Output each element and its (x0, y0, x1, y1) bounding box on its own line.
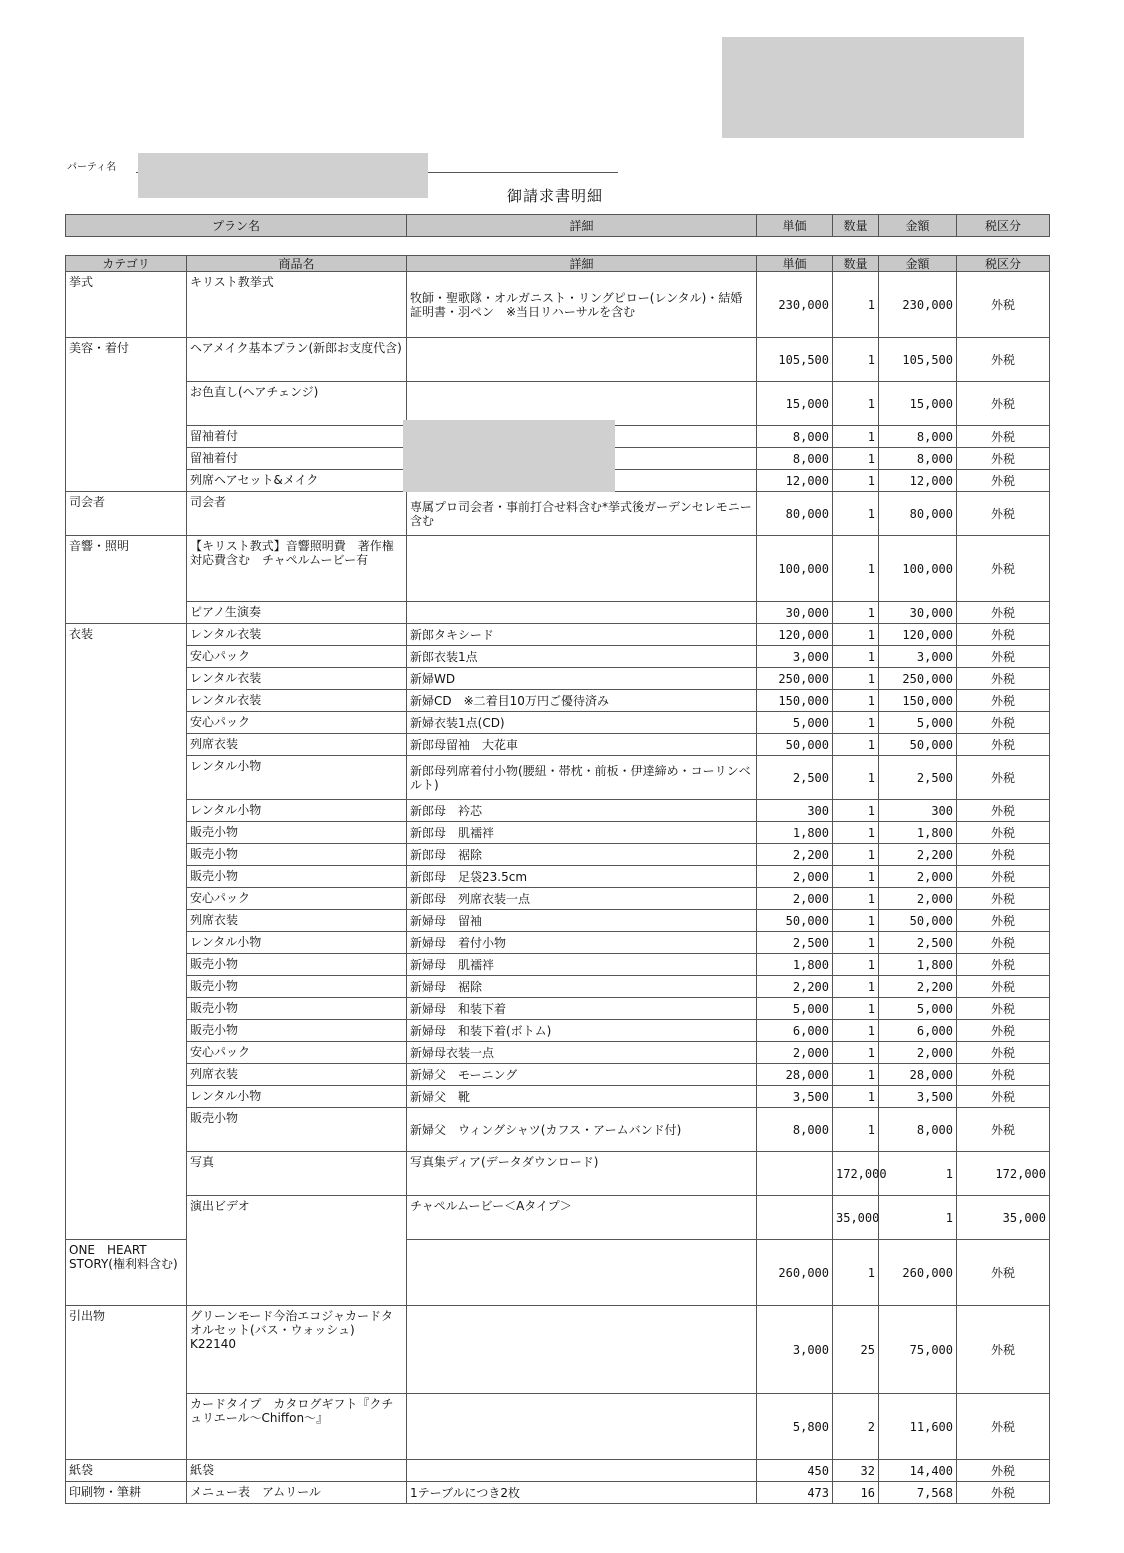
table-row (66, 976, 1050, 998)
amount-cell: 80,000 (879, 492, 957, 536)
items-col-header: 単価 (757, 256, 833, 272)
table-row (66, 1086, 1050, 1108)
tax-type-cell: 外税 (957, 602, 1050, 624)
amount-cell: 7,568 (879, 1482, 957, 1504)
table-row (66, 1394, 1050, 1460)
quantity-cell: 1 (833, 448, 879, 470)
product-name-cell: 列席衣装 (187, 1064, 407, 1086)
detail-cell: 新婦母衣装一点 (407, 1042, 757, 1064)
product-name-cell: レンタル小物 (187, 756, 407, 800)
detail-cell: 新郎タキシード (407, 624, 757, 646)
product-name-cell: 安心パック (187, 1042, 407, 1064)
detail-cell: 新郎母 裾除 (407, 844, 757, 866)
product-name-cell: レンタル衣装 (187, 690, 407, 712)
product-name-cell: ONE HEART STORY(権利料含む) (66, 1240, 187, 1306)
amount-cell: 6,000 (879, 1020, 957, 1042)
unit-price-cell: 3,500 (757, 1086, 833, 1108)
quantity-cell: 1 (833, 712, 879, 734)
tax-type-cell: 外税 (957, 690, 1050, 712)
tax-type-cell: 外税 (957, 1240, 1050, 1306)
quantity-cell: 1 (879, 1152, 957, 1196)
tax-type-cell: 外税 (957, 998, 1050, 1020)
amount-cell: 172,000 (957, 1152, 1050, 1196)
product-name-cell: 写真集ディア(データダウンロード) (407, 1152, 757, 1196)
amount-cell: 8,000 (879, 426, 957, 448)
unit-price-cell: 2,200 (757, 844, 833, 866)
quantity-cell: 1 (833, 1064, 879, 1086)
table-row (66, 756, 1050, 800)
table-row (66, 646, 1050, 668)
unit-price-cell: 3,000 (757, 646, 833, 668)
tax-type-cell: 外税 (957, 844, 1050, 866)
tax-type-cell: 外税 (957, 888, 1050, 910)
unit-price-cell: 100,000 (757, 536, 833, 602)
tax-type-cell: 外税 (957, 932, 1050, 954)
unit-price-cell: 80,000 (757, 492, 833, 536)
product-name-cell: 販売小物 (187, 1020, 407, 1042)
detail-cell (407, 1306, 757, 1394)
product-name-cell: レンタル小物 (187, 932, 407, 954)
unit-price-cell: 15,000 (757, 382, 833, 426)
quantity-cell: 1 (833, 690, 879, 712)
table-row (66, 800, 1050, 822)
tax-type-cell: 外税 (957, 1064, 1050, 1086)
tax-type-cell: 外税 (957, 492, 1050, 536)
amount-cell: 300 (879, 800, 957, 822)
category-cell: 美容・着付 (66, 338, 187, 492)
unit-price-cell: 2,000 (757, 866, 833, 888)
detail-cell (407, 1460, 757, 1482)
tax-type-cell: 外税 (957, 866, 1050, 888)
unit-price-cell: 1,800 (757, 822, 833, 844)
amount-cell: 3,500 (879, 1086, 957, 1108)
plan-col-header: 税区分 (957, 215, 1050, 237)
tax-type-cell: 外税 (957, 756, 1050, 800)
redacted-block-top-right (722, 37, 1024, 138)
tax-type-cell: 外税 (957, 646, 1050, 668)
detail-cell: 新婦母 留袖 (407, 910, 757, 932)
product-name-cell: 安心パック (187, 646, 407, 668)
items-col-header: 税区分 (957, 256, 1050, 272)
detail-cell (407, 1240, 757, 1306)
document-title: 御請求書明細 (507, 187, 604, 205)
category-cell: 司会者 (66, 492, 187, 536)
tax-type-cell: 外税 (957, 976, 1050, 998)
unit-price-cell: 5,000 (757, 712, 833, 734)
detail-cell: 新郎母 列席衣装一点 (407, 888, 757, 910)
product-name-cell: 販売小物 (187, 998, 407, 1020)
product-name-cell: 紙袋 (187, 1460, 407, 1482)
unit-price-cell: 12,000 (757, 470, 833, 492)
amount-cell: 1,800 (879, 954, 957, 976)
table-row (66, 668, 1050, 690)
quantity-cell: 1 (833, 646, 879, 668)
redacted-party-name (138, 153, 428, 198)
unit-price-cell: 2,200 (757, 976, 833, 998)
table-row (66, 382, 1050, 426)
unit-price-cell: 120,000 (757, 624, 833, 646)
quantity-cell: 1 (833, 426, 879, 448)
detail-cell (407, 536, 757, 602)
tax-type-cell: 外税 (957, 954, 1050, 976)
party-name-label: パーティ名 (67, 162, 117, 173)
amount-cell: 5,000 (879, 998, 957, 1020)
product-name-cell: 列席衣装 (187, 910, 407, 932)
unit-price-cell: 230,000 (757, 272, 833, 338)
table-row (66, 888, 1050, 910)
quantity-cell: 1 (833, 624, 879, 646)
detail-cell (407, 382, 757, 426)
quantity-cell: 1 (833, 1086, 879, 1108)
quantity-cell: 16 (833, 1482, 879, 1504)
tax-type-cell: 外税 (957, 1394, 1050, 1460)
product-name-cell: 司会者 (187, 492, 407, 536)
product-name-cell: 販売小物 (187, 1108, 407, 1152)
table-row (66, 1152, 1050, 1196)
category-cell: 音響・照明 (66, 536, 187, 624)
detail-cell (407, 338, 757, 382)
unit-price-cell: 5,000 (757, 998, 833, 1020)
quantity-cell: 1 (879, 1196, 957, 1240)
product-name-cell: 販売小物 (187, 822, 407, 844)
category-cell: 衣装 (66, 624, 187, 1240)
table-row (66, 272, 1050, 338)
product-name-cell: 列席衣装 (187, 734, 407, 756)
detail-cell (757, 1196, 833, 1240)
tax-type-cell: 外税 (957, 668, 1050, 690)
tax-type-cell: 外税 (957, 448, 1050, 470)
quantity-cell: 1 (833, 910, 879, 932)
amount-cell: 1,800 (879, 822, 957, 844)
detail-cell: 1テーブルにつき2枚 (407, 1482, 757, 1504)
product-name-cell: 留袖着付 (187, 426, 407, 448)
detail-cell: 新婦父 靴 (407, 1086, 757, 1108)
quantity-cell: 1 (833, 338, 879, 382)
tax-type-cell: 外税 (957, 1306, 1050, 1394)
product-name-cell: ヘアメイク基本プラン(新郎お支度代含) (187, 338, 407, 382)
detail-cell: 新郎母 肌襦袢 (407, 822, 757, 844)
amount-cell: 2,000 (879, 866, 957, 888)
quantity-cell: 1 (833, 756, 879, 800)
plan-table (65, 214, 1050, 237)
amount-cell: 30,000 (879, 602, 957, 624)
unit-price-cell: 450 (757, 1460, 833, 1482)
quantity-cell: 1 (833, 272, 879, 338)
product-name-cell: 販売小物 (187, 866, 407, 888)
amount-cell: 50,000 (879, 910, 957, 932)
unit-price-cell: 28,000 (757, 1064, 833, 1086)
amount-cell: 35,000 (957, 1196, 1050, 1240)
detail-cell: 新婦母 肌襦袢 (407, 954, 757, 976)
amount-cell: 230,000 (879, 272, 957, 338)
unit-price-cell: 3,000 (757, 1306, 833, 1394)
unit-price-cell: 172,000 (833, 1152, 879, 1196)
quantity-cell: 1 (833, 470, 879, 492)
detail-cell (407, 1394, 757, 1460)
table-row (66, 822, 1050, 844)
quantity-cell: 1 (833, 734, 879, 756)
detail-cell: 専属プロ司会者・事前打合せ料含む*挙式後ガーデンセレモニー含む (407, 492, 757, 536)
quantity-cell: 1 (833, 998, 879, 1020)
table-row (66, 1042, 1050, 1064)
tax-type-cell: 外税 (957, 426, 1050, 448)
quantity-cell: 32 (833, 1460, 879, 1482)
tax-type-cell: 外税 (957, 1020, 1050, 1042)
product-name-cell: 【キリスト教式】音響照明費 著作権対応費含む チャペルムービー有 (187, 536, 407, 602)
table-row (66, 536, 1050, 602)
items-col-header: カテゴリ (66, 256, 187, 272)
amount-cell: 15,000 (879, 382, 957, 426)
quantity-cell: 1 (833, 866, 879, 888)
product-name-cell: レンタル衣装 (187, 668, 407, 690)
unit-price-cell: 30,000 (757, 602, 833, 624)
table-row (66, 492, 1050, 536)
unit-price-cell: 8,000 (757, 448, 833, 470)
amount-cell: 2,200 (879, 976, 957, 998)
detail-cell: 新婦母 着付小物 (407, 932, 757, 954)
unit-price-cell: 300 (757, 800, 833, 822)
unit-price-cell: 5,800 (757, 1394, 833, 1460)
product-name-cell: ピアノ生演奏 (187, 602, 407, 624)
category-cell: 挙式 (66, 272, 187, 338)
amount-cell: 11,600 (879, 1394, 957, 1460)
table-row (66, 1108, 1050, 1152)
detail-cell (407, 602, 757, 624)
table-row (66, 712, 1050, 734)
detail-cell: 新婦WD (407, 668, 757, 690)
detail-cell: 新婦父 ウィングシャツ(カフス・アームバンド付) (407, 1108, 757, 1152)
table-row (66, 1020, 1050, 1042)
tax-type-cell: 外税 (957, 1482, 1050, 1504)
category-cell: 演出ビデオ (187, 1196, 407, 1306)
quantity-cell: 1 (833, 382, 879, 426)
detail-cell: 新郎母 衿芯 (407, 800, 757, 822)
detail-cell: 新婦父 モーニング (407, 1064, 757, 1086)
detail-cell: 新郎母 足袋23.5cm (407, 866, 757, 888)
unit-price-cell: 150,000 (757, 690, 833, 712)
tax-type-cell: 外税 (957, 1108, 1050, 1152)
quantity-cell: 1 (833, 844, 879, 866)
unit-price-cell: 35,000 (833, 1196, 879, 1240)
table-row (66, 1482, 1050, 1504)
table-row (66, 1064, 1050, 1086)
amount-cell: 2,000 (879, 1042, 957, 1064)
detail-cell: 新郎母留袖 大花車 (407, 734, 757, 756)
tax-type-cell: 外税 (957, 624, 1050, 646)
product-name-cell: 販売小物 (187, 954, 407, 976)
table-row (66, 910, 1050, 932)
quantity-cell: 1 (833, 976, 879, 998)
tax-type-cell: 外税 (957, 910, 1050, 932)
product-name-cell: レンタル小物 (187, 1086, 407, 1108)
product-name-cell: 安心パック (187, 888, 407, 910)
table-row (66, 602, 1050, 624)
items-header-row (66, 256, 1050, 272)
product-name-cell: メニュー表 アムリール (187, 1482, 407, 1504)
items-col-header: 金額 (879, 256, 957, 272)
amount-cell: 250,000 (879, 668, 957, 690)
amount-cell: 50,000 (879, 734, 957, 756)
table-row (66, 1306, 1050, 1394)
tax-type-cell: 外税 (957, 272, 1050, 338)
unit-price-cell: 6,000 (757, 1020, 833, 1042)
category-cell: 引出物 (66, 1306, 187, 1460)
unit-price-cell: 2,500 (757, 756, 833, 800)
product-name-cell: 販売小物 (187, 844, 407, 866)
tax-type-cell: 外税 (957, 712, 1050, 734)
amount-cell: 2,200 (879, 844, 957, 866)
unit-price-cell: 50,000 (757, 910, 833, 932)
plan-header-row (66, 215, 1050, 237)
tax-type-cell: 外税 (957, 734, 1050, 756)
product-name-cell: カードタイプ カタログギフト『クチュリエール〜Chiffon〜』 (187, 1394, 407, 1460)
quantity-cell: 1 (833, 492, 879, 536)
product-name-cell: レンタル小物 (187, 800, 407, 822)
table-row (66, 734, 1050, 756)
quantity-cell: 1 (833, 1108, 879, 1152)
quantity-cell: 1 (833, 536, 879, 602)
product-name-cell: 安心パック (187, 712, 407, 734)
quantity-cell: 2 (833, 1394, 879, 1460)
plan-col-header: 数量 (833, 215, 879, 237)
amount-cell: 2,500 (879, 932, 957, 954)
items-col-header: 詳細 (407, 256, 757, 272)
category-cell: 印刷物・筆耕 (66, 1482, 187, 1504)
table-row (66, 932, 1050, 954)
unit-price-cell: 473 (757, 1482, 833, 1504)
tax-type-cell: 外税 (957, 1086, 1050, 1108)
detail-cell (757, 1152, 833, 1196)
table-row (66, 844, 1050, 866)
tax-type-cell: 外税 (957, 822, 1050, 844)
quantity-cell: 1 (833, 602, 879, 624)
items-col-header: 数量 (833, 256, 879, 272)
detail-cell: 新郎衣装1点 (407, 646, 757, 668)
amount-cell: 14,400 (879, 1460, 957, 1482)
amount-cell: 28,000 (879, 1064, 957, 1086)
detail-cell: 新婦CD ※二着目10万円ご優待済み (407, 690, 757, 712)
amount-cell: 100,000 (879, 536, 957, 602)
amount-cell: 120,000 (879, 624, 957, 646)
category-cell: 写真 (187, 1152, 407, 1196)
product-name-cell: 留袖着付 (187, 448, 407, 470)
amount-cell: 12,000 (879, 470, 957, 492)
unit-price-cell: 50,000 (757, 734, 833, 756)
table-row (66, 998, 1050, 1020)
amount-cell: 260,000 (879, 1240, 957, 1306)
table-row (66, 624, 1050, 646)
amount-cell: 105,500 (879, 338, 957, 382)
table-row (66, 1196, 1050, 1240)
unit-price-cell: 2,000 (757, 1042, 833, 1064)
table-row (66, 338, 1050, 382)
table-row (66, 1460, 1050, 1482)
tax-type-cell: 外税 (957, 800, 1050, 822)
quantity-cell: 1 (833, 1042, 879, 1064)
quantity-cell: 1 (833, 668, 879, 690)
plan-col-header: 金額 (879, 215, 957, 237)
quantity-cell: 1 (833, 932, 879, 954)
product-name-cell: チャペルムービー＜Aタイプ＞ (407, 1196, 757, 1240)
plan-col-header: 単価 (757, 215, 833, 237)
unit-price-cell: 1,800 (757, 954, 833, 976)
quantity-cell: 1 (833, 822, 879, 844)
tax-type-cell: 外税 (957, 470, 1050, 492)
amount-cell: 3,000 (879, 646, 957, 668)
product-name-cell: キリスト教挙式 (187, 272, 407, 338)
unit-price-cell: 8,000 (757, 426, 833, 448)
quantity-cell: 1 (833, 800, 879, 822)
tax-type-cell: 外税 (957, 1042, 1050, 1064)
redacted-detail-area (403, 420, 615, 492)
plan-col-header: プラン名 (66, 215, 407, 237)
detail-cell: 新婦母 和装下着 (407, 998, 757, 1020)
detail-cell: 新婦母 裾除 (407, 976, 757, 998)
unit-price-cell: 250,000 (757, 668, 833, 690)
quantity-cell: 1 (833, 888, 879, 910)
product-name-cell: お色直し(ヘアチェンジ) (187, 382, 407, 426)
product-name-cell: 販売小物 (187, 976, 407, 998)
detail-cell: 新郎母列席着付小物(腰紐・帯枕・前板・伊達締め・コーリンベルト) (407, 756, 757, 800)
detail-cell: 新婦母 和装下着(ボトム) (407, 1020, 757, 1042)
amount-cell: 2,000 (879, 888, 957, 910)
tax-type-cell: 外税 (957, 1460, 1050, 1482)
table-row (66, 866, 1050, 888)
product-name-cell: 列席ヘアセット&メイク (187, 470, 407, 492)
product-name-cell: レンタル衣装 (187, 624, 407, 646)
plan-col-header: 詳細 (407, 215, 757, 237)
tax-type-cell: 外税 (957, 382, 1050, 426)
category-cell: 紙袋 (66, 1460, 187, 1482)
amount-cell: 5,000 (879, 712, 957, 734)
amount-cell: 8,000 (879, 1108, 957, 1152)
quantity-cell: 1 (833, 1240, 879, 1306)
amount-cell: 75,000 (879, 1306, 957, 1394)
unit-price-cell: 260,000 (757, 1240, 833, 1306)
detail-cell: 牧師・聖歌隊・オルガニスト・リングピロー(レンタル)・結婚証明書・羽ペン ※当日リハーサルを含む (407, 272, 757, 338)
amount-cell: 8,000 (879, 448, 957, 470)
quantity-cell: 1 (833, 1020, 879, 1042)
amount-cell: 2,500 (879, 756, 957, 800)
items-col-header: 商品名 (187, 256, 407, 272)
quantity-cell: 1 (833, 954, 879, 976)
table-row (66, 690, 1050, 712)
unit-price-cell: 105,500 (757, 338, 833, 382)
product-name-cell: グリーンモード今治エコジャカードタオルセット(バス・ウォッシュ) K22140 (187, 1306, 407, 1394)
unit-price-cell: 2,000 (757, 888, 833, 910)
tax-type-cell: 外税 (957, 338, 1050, 382)
quantity-cell: 25 (833, 1306, 879, 1394)
amount-cell: 150,000 (879, 690, 957, 712)
table-row (66, 954, 1050, 976)
unit-price-cell: 8,000 (757, 1108, 833, 1152)
detail-cell: 新婦衣装1点(CD) (407, 712, 757, 734)
unit-price-cell: 2,500 (757, 932, 833, 954)
tax-type-cell: 外税 (957, 536, 1050, 602)
